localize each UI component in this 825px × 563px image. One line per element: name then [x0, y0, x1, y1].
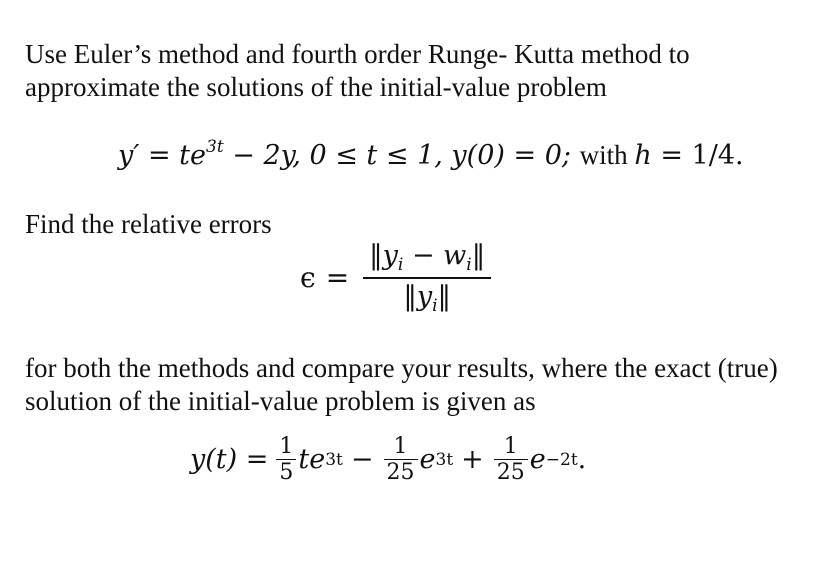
term1-numerator: 1 [279, 434, 294, 459]
term2-fraction [384, 434, 418, 485]
term3-numerator: 1 [503, 434, 518, 459]
term3-denominator: 25 [496, 460, 525, 486]
den-norm-left: ‖y [403, 280, 433, 312]
term1-base: te [298, 444, 326, 476]
intro-paragraph: Use Euler’s method and fourth order Runge- Kutta method to approximate the solutions of the initial-value problem [25, 39, 690, 102]
term2-numerator: 1 [393, 434, 408, 459]
compare-paragraph: for both the methods and compare your results, where the exact (true) solution of the initial-value problem is given as [25, 353, 778, 416]
epsilon-symbol: ϵ [300, 261, 316, 295]
ode-equation [118, 137, 744, 171]
error-equals: = [325, 261, 350, 295]
term3-fraction [494, 434, 528, 485]
ode-lhs: y′ = t [118, 140, 191, 171]
ode-exponent: 3t [206, 137, 224, 157]
den-norm-right: ‖ [437, 280, 452, 312]
num-subscript-2: i [466, 255, 472, 275]
num-norm-left: ‖y [369, 240, 398, 271]
exact-solution-formula [190, 434, 586, 485]
term1-body: te 3t [298, 444, 343, 476]
ode-exp-base: e [190, 140, 207, 171]
den-subscript: i [432, 295, 438, 316]
exact-lhs: y(t) = [190, 444, 269, 476]
relative-error-formula [300, 240, 495, 316]
term2-base: e [419, 444, 436, 476]
error-fraction [363, 240, 491, 316]
find-paragraph: Find the relative errors [25, 209, 272, 239]
term3-base: e [529, 444, 546, 476]
ode-h-value: = 1/4. [651, 140, 744, 171]
op-plus: + [461, 444, 484, 476]
op-minus: − [350, 444, 374, 476]
ode-rest: − 2y, 0 ≤ t ≤ 1, y(0) = 0; [223, 140, 580, 171]
error-denominator [397, 279, 457, 316]
exact-period: . [577, 444, 587, 476]
term3-body: e −2t [529, 444, 578, 476]
term1-denominator: 5 [279, 460, 294, 486]
error-numerator [363, 240, 491, 277]
ode-with-word: with [579, 140, 635, 170]
term1-fraction [276, 434, 296, 485]
num-subscript: i [397, 255, 404, 275]
ode-h-symbol: h [634, 140, 652, 171]
num-norm-right: ‖ [471, 240, 486, 271]
num-minus-w: − w [403, 240, 467, 271]
term2-denominator: 25 [386, 460, 415, 486]
term2-body: e 3t [419, 444, 454, 476]
